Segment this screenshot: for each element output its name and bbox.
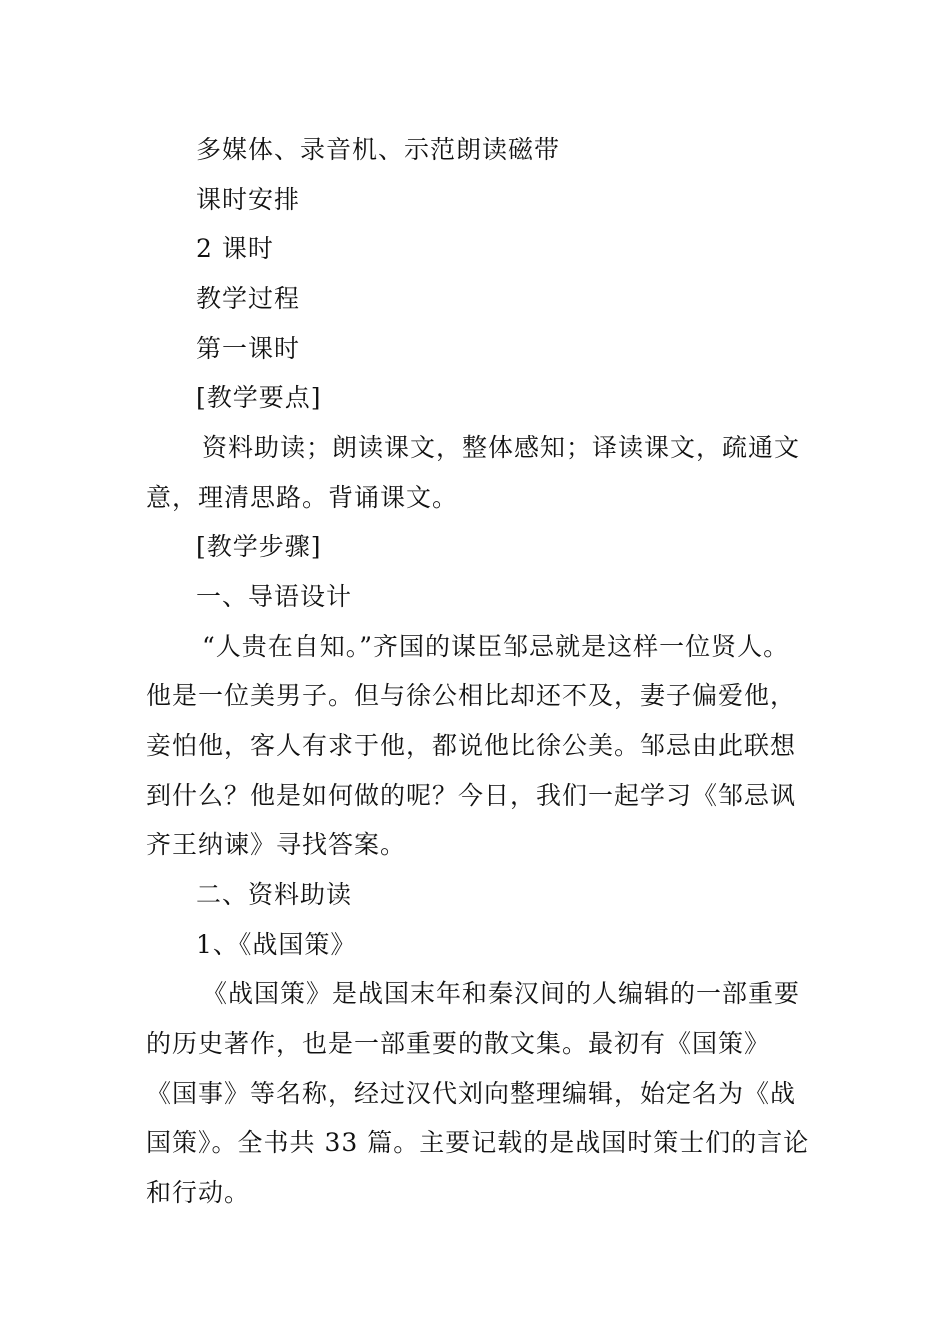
heading-key-points: [教学要点] — [196, 383, 322, 412]
heading-process: 教学过程 — [196, 284, 301, 313]
heading-zhanguoce: 1、《战国策》 — [196, 930, 357, 959]
paragraph-line: 国策》。全书共 33 篇。主要记载的是战国时策士们的言论 — [146, 1128, 810, 1157]
heading-schedule: 课时安排 — [196, 185, 301, 214]
paragraph-line: 到什么？他是如何做的呢？今日，我们一起学习《邹忌讽 — [146, 781, 797, 810]
text-line-hours: 2 课时 — [196, 234, 274, 263]
heading-reference-reading: 二、资料助读 — [196, 880, 353, 909]
heading-first-lesson: 第一课时 — [196, 334, 301, 363]
paragraph-line: 的历史著作，也是一部重要的散文集。最初有《国策》 — [146, 1029, 771, 1058]
text-line-materials: 多媒体、录音机、示范朗读磁带 — [196, 135, 561, 164]
paragraph-line: “人贵在自知。”齐国的谋臣邹忌就是这样一位贤人。 — [202, 632, 790, 661]
heading-steps: [教学步骤] — [196, 532, 322, 561]
paragraph-line: 《战国策》是战国末年和秦汉间的人编辑的一部重要 — [202, 979, 801, 1008]
paragraph-line: 意，理清思路。背诵课文。 — [146, 483, 459, 512]
paragraph-line: 他是一位美男子。但与徐公相比却还不及，妻子偏爱他， — [146, 681, 797, 710]
heading-intro-design: 一、导语设计 — [196, 582, 353, 611]
paragraph-line: 和行动。 — [146, 1178, 251, 1207]
paragraph-line: 《国事》等名称，经过汉代刘向整理编辑，始定名为《战 — [146, 1079, 797, 1108]
paragraph-line: 齐王纳谏》寻找答案。 — [146, 830, 407, 859]
paragraph-line: 资料助读；朗读课文，整体感知；译读课文，疏通文 — [202, 433, 801, 462]
paragraph-line: 妾怕他，客人有求于他，都说他比徐公美。邹忌由此联想 — [146, 731, 797, 760]
